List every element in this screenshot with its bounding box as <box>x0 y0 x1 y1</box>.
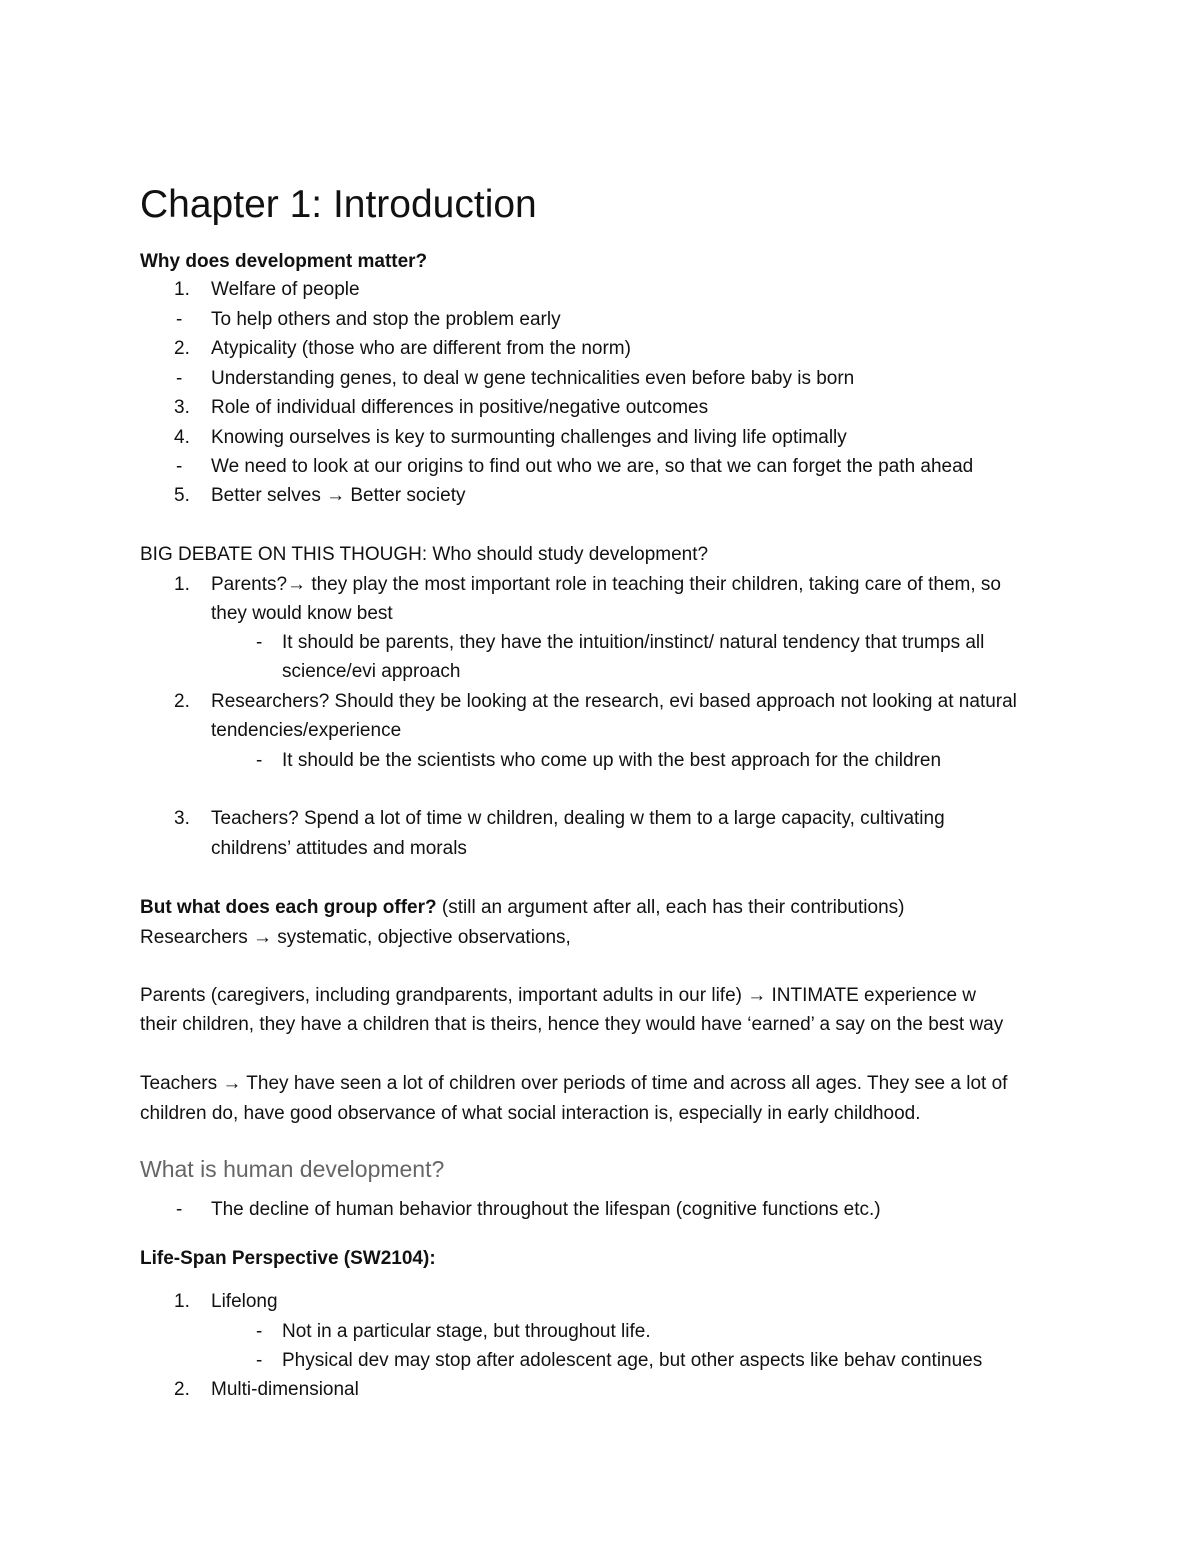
list-item-continuation: tendencies/experience <box>211 720 402 741</box>
list-marker: - <box>256 750 263 771</box>
list-marker: 5. <box>174 485 190 506</box>
list-item: The decline of human behavior throughout the lifespan (cognitive functions etc.) <box>211 1199 881 1220</box>
paragraph: children do, have good observance of what social interaction is, especially in early childhood. <box>140 1103 921 1124</box>
sub-list-item: Physical dev may stop after adolescent age, but other aspects like behav continues <box>282 1350 983 1371</box>
list-marker: 3. <box>174 397 190 418</box>
list-marker: - <box>256 1350 263 1371</box>
list-marker: - <box>176 1199 183 1220</box>
list-marker: 2. <box>174 1379 190 1400</box>
list-item: We need to look at our origins to find out who we are, so that we can forget the path ahead <box>211 456 974 477</box>
list-item: To help others and stop the problem early <box>211 309 561 330</box>
paragraph: Teachers → They have seen a lot of children over periods of time and across all ages. They see a lot of <box>140 1073 1008 1094</box>
list-marker: 2. <box>174 691 190 712</box>
list-marker: - <box>176 368 183 389</box>
sub-list-item: It should be the scientists who come up with the best approach for the children <box>282 750 942 771</box>
section-heading: BIG DEBATE ON THIS THOUGH: Who should study development? <box>140 544 709 565</box>
list-marker: 4. <box>174 427 190 448</box>
list-marker: - <box>176 456 183 477</box>
section-heading: Life-Span Perspective (SW2104): <box>140 1248 436 1269</box>
list-item: Role of individual differences in positive/negative outcomes <box>211 397 709 418</box>
sub-list-item-continuation: science/evi approach <box>282 661 461 682</box>
list-item: Atypicality (those who are different from the norm) <box>211 338 631 359</box>
list-marker: - <box>176 309 183 330</box>
section-subtitle: What is human development? <box>140 1156 445 1182</box>
list-item: Researchers? Should they be looking at the research, evi based approach not looking at natural <box>211 691 1017 712</box>
list-item: Lifelong <box>211 1291 278 1312</box>
paragraph: Parents (caregivers, including grandparents, important adults in our life) → INTIMATE experience w <box>140 985 977 1006</box>
list-item: Understanding genes, to deal w gene technicalities even before baby is born <box>211 368 855 389</box>
list-item-continuation: they would know best <box>211 603 393 624</box>
list-item: Multi-dimensional <box>211 1379 359 1400</box>
sub-list-item: Not in a particular stage, but throughout life. <box>282 1321 651 1342</box>
paragraph: their children, they have a children that is theirs, hence they would have ‘earned’ a say on the best way <box>140 1014 1004 1035</box>
list-marker: 1. <box>174 279 190 300</box>
list-marker: 2. <box>174 338 190 359</box>
list-marker: - <box>256 632 263 653</box>
sub-list-item: It should be parents, they have the intuition/instinct/ natural tendency that trumps all <box>282 632 985 653</box>
paragraph: Researchers → systematic, objective observations, <box>140 927 571 948</box>
section-heading <box>140 896 904 920</box>
list-item: Teachers? Spend a lot of time w children, dealing w them to a large capacity, cultivating <box>211 808 945 829</box>
heading-bold-part: But what does each group offer? <box>140 897 437 918</box>
list-item: Parents?→ they play the most important role in teaching their children, taking care of them, so <box>211 574 1001 595</box>
list-item: Welfare of people <box>211 279 360 300</box>
list-marker: 1. <box>174 1291 190 1312</box>
page-title: Chapter 1: Introduction <box>140 183 537 226</box>
list-item: Better selves → Better society <box>211 485 466 506</box>
list-item: Knowing ourselves is key to surmounting challenges and living life optimally <box>211 427 847 448</box>
list-marker: 1. <box>174 574 190 595</box>
list-marker: 3. <box>174 808 190 829</box>
list-item-continuation: childrens’ attitudes and morals <box>211 838 467 859</box>
section-heading: Why does development matter? <box>140 251 428 272</box>
list-marker: - <box>256 1321 263 1342</box>
heading-rest-part: (still an argument after all, each has their contributions) <box>436 897 905 918</box>
